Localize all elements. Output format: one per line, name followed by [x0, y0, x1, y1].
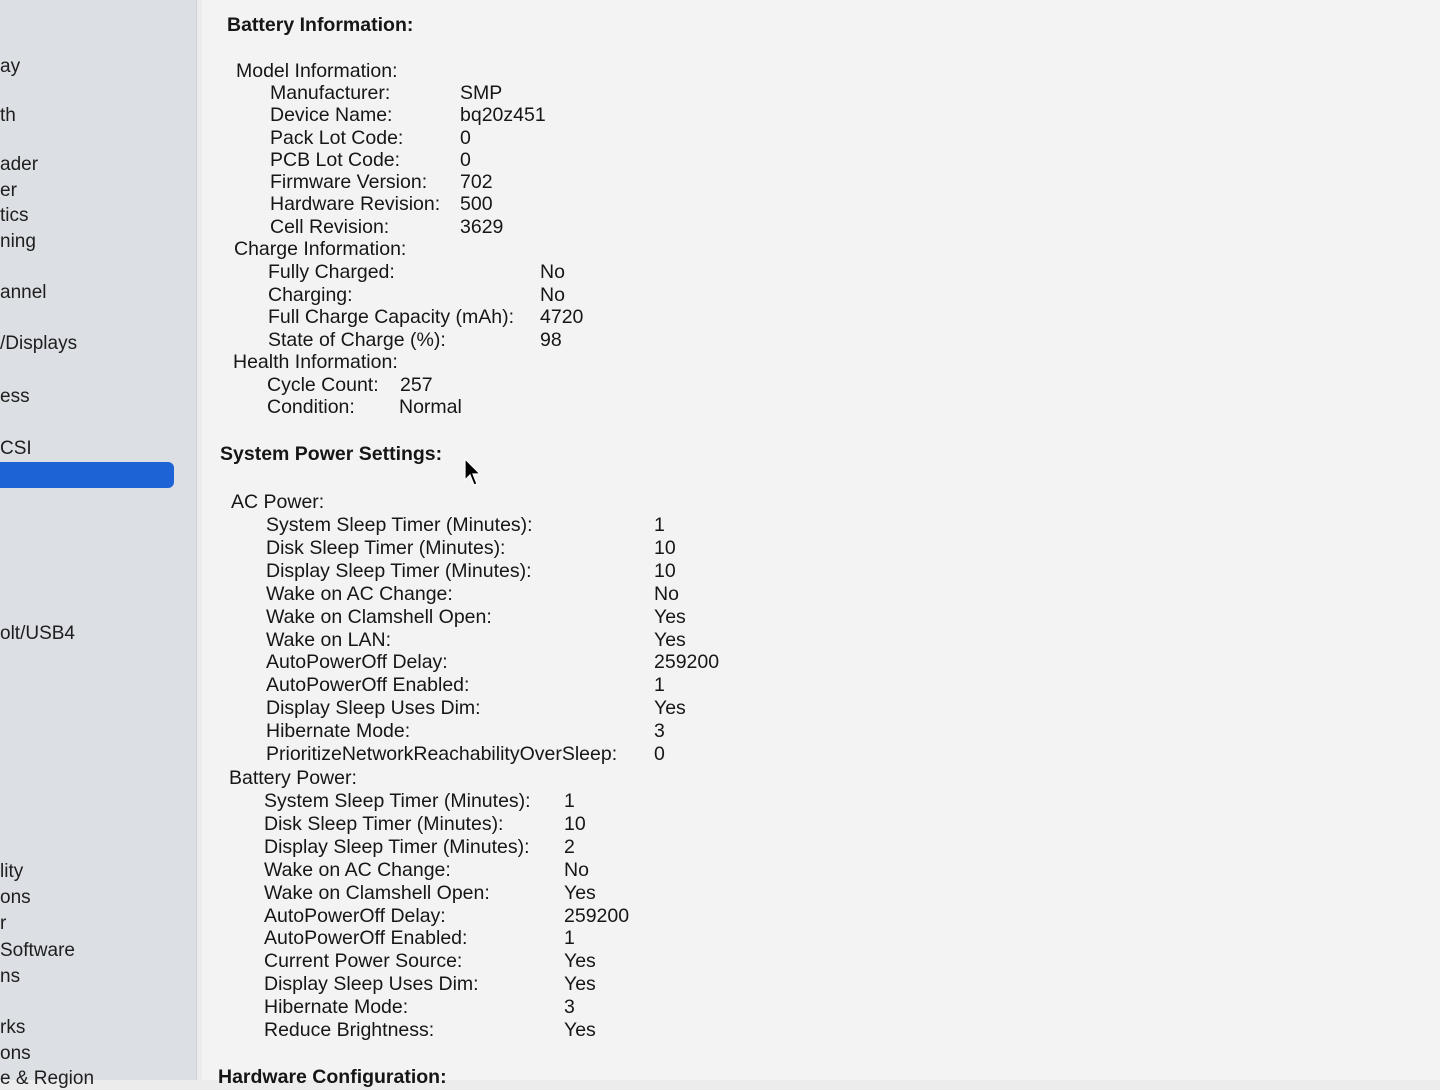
battery-power-value: Yes	[564, 950, 596, 972]
health-info-value: Normal	[399, 396, 462, 418]
model-info-label: Hardware Revision:	[270, 193, 441, 215]
sidebar-item[interactable]: ader	[0, 154, 39, 175]
hardware-config-title: Hardware Configuration:	[218, 1066, 447, 1088]
battery-power-value: 2	[564, 836, 575, 858]
battery-power-value: Yes	[564, 973, 596, 995]
ac-power-value: 1	[654, 514, 665, 536]
battery-power-label: AutoPowerOff Enabled:	[264, 927, 468, 949]
model-info-header: Model Information:	[236, 60, 398, 82]
sidebar-item[interactable]: lity	[0, 861, 24, 882]
sidebar-selected-item[interactable]	[0, 462, 174, 488]
model-info-label: Manufacturer:	[270, 82, 391, 104]
battery-power-value: 3	[564, 996, 575, 1018]
sidebar-item[interactable]: th	[0, 105, 16, 126]
ac-power-value: 1	[654, 674, 665, 696]
ac-power-value: 0	[654, 743, 665, 765]
battery-power-label: Wake on Clamshell Open:	[264, 882, 490, 904]
battery-power-label: Hibernate Mode:	[264, 996, 409, 1018]
battery-info-title: Battery Information:	[227, 14, 414, 36]
sidebar-item[interactable]: er	[0, 180, 17, 201]
battery-power-label: Current Power Source:	[264, 950, 463, 972]
model-info-value: SMP	[460, 82, 503, 104]
charge-info-label: Fully Charged:	[268, 261, 395, 283]
charge-info-label: Charging:	[268, 284, 353, 306]
sidebar-item[interactable]: r	[0, 913, 7, 934]
battery-power-header: Battery Power:	[229, 767, 357, 789]
battery-power-value: 10	[564, 813, 586, 835]
ac-power-label: Wake on LAN:	[266, 629, 391, 651]
model-info-label: Cell Revision:	[270, 216, 390, 238]
health-info-label: Cycle Count:	[267, 374, 379, 396]
battery-power-label: Wake on AC Change:	[264, 859, 451, 881]
sidebar-item[interactable]: ons	[0, 1043, 31, 1064]
ac-power-value: 259200	[654, 651, 720, 673]
ac-power-value: 10	[654, 560, 676, 582]
sidebar-item[interactable]: ay	[0, 56, 21, 77]
model-info-label: Pack Lot Code:	[270, 127, 404, 149]
mouse-pointer-icon	[464, 458, 482, 488]
charge-info-value: No	[540, 261, 565, 283]
detail-pane	[202, 0, 1440, 1088]
charge-info-value: 4720	[540, 306, 584, 328]
model-info-label: Firmware Version:	[270, 171, 428, 193]
ac-power-label: Disk Sleep Timer (Minutes):	[266, 537, 506, 559]
charge-info-label: Full Charge Capacity (mAh):	[268, 306, 514, 328]
ac-power-value: Yes	[654, 606, 686, 628]
model-info-label: PCB Lot Code:	[270, 149, 401, 171]
ac-power-value: Yes	[654, 629, 686, 651]
ac-power-value: No	[654, 583, 679, 605]
ac-power-label: System Sleep Timer (Minutes):	[266, 514, 533, 536]
model-info-value: 0	[460, 127, 471, 149]
sidebar-item[interactable]: tics	[0, 205, 29, 226]
sidebar	[0, 0, 197, 1089]
charge-info-label: State of Charge (%):	[268, 329, 446, 351]
ac-power-header: AC Power:	[231, 491, 325, 513]
ac-power-label: AutoPowerOff Enabled:	[266, 674, 470, 696]
ac-power-value: 10	[654, 537, 676, 559]
ac-power-label: Hibernate Mode:	[266, 720, 411, 742]
model-info-value: 500	[460, 193, 493, 215]
model-info-value: bq20z451	[460, 104, 546, 126]
system-power-title: System Power Settings:	[220, 443, 443, 465]
battery-power-label: Disk Sleep Timer (Minutes):	[264, 813, 504, 835]
battery-power-value: 259200	[564, 905, 630, 927]
sidebar-item[interactable]: olt/USB4	[0, 623, 75, 644]
health-info-value: 257	[400, 374, 433, 396]
battery-power-value: 1	[564, 790, 575, 812]
model-info-value: 702	[460, 171, 493, 193]
model-info-value: 3629	[460, 216, 504, 238]
battery-power-label: Display Sleep Timer (Minutes):	[264, 836, 530, 858]
sidebar-item[interactable]: Software	[0, 940, 75, 961]
sidebar-item[interactable]: ns	[0, 966, 21, 987]
ac-power-label: Display Sleep Uses Dim:	[266, 697, 481, 719]
sidebar-item[interactable]: ning	[0, 231, 36, 252]
sidebar-item[interactable]: CSI	[0, 438, 32, 459]
health-info-header: Health Information:	[233, 351, 398, 373]
battery-power-value: No	[564, 859, 589, 881]
battery-power-label: Reduce Brightness:	[264, 1019, 435, 1041]
ac-power-label: AutoPowerOff Delay:	[266, 651, 448, 673]
battery-power-label: System Sleep Timer (Minutes):	[264, 790, 531, 812]
ac-power-label: Display Sleep Timer (Minutes):	[266, 560, 532, 582]
sidebar-item[interactable]: e & Region	[0, 1068, 95, 1089]
ac-power-label: Wake on Clamshell Open:	[266, 606, 492, 628]
battery-power-label: Display Sleep Uses Dim:	[264, 973, 479, 995]
ac-power-label: Wake on AC Change:	[266, 583, 453, 605]
ac-power-value: 3	[654, 720, 665, 742]
sidebar-item[interactable]: annel	[0, 282, 47, 303]
sidebar-item[interactable]: rks	[0, 1017, 26, 1038]
sidebar-item[interactable]: ess	[0, 386, 30, 407]
sidebar-item[interactable]: /Displays	[0, 333, 78, 354]
battery-power-value: Yes	[564, 1019, 596, 1041]
model-info-value: 0	[460, 149, 471, 171]
battery-power-value: 1	[564, 927, 575, 949]
charge-info-value: 98	[540, 329, 562, 351]
charge-info-value: No	[540, 284, 565, 306]
battery-power-label: AutoPowerOff Delay:	[264, 905, 446, 927]
ac-power-label: PrioritizeNetworkReachabilityOverSleep:	[266, 743, 618, 765]
battery-power-value: Yes	[564, 882, 596, 904]
charge-info-header: Charge Information:	[234, 238, 407, 260]
ac-power-value: Yes	[654, 697, 686, 719]
model-info-label: Device Name:	[270, 104, 393, 126]
health-info-label: Condition:	[267, 396, 355, 418]
sidebar-item[interactable]: ons	[0, 887, 31, 908]
